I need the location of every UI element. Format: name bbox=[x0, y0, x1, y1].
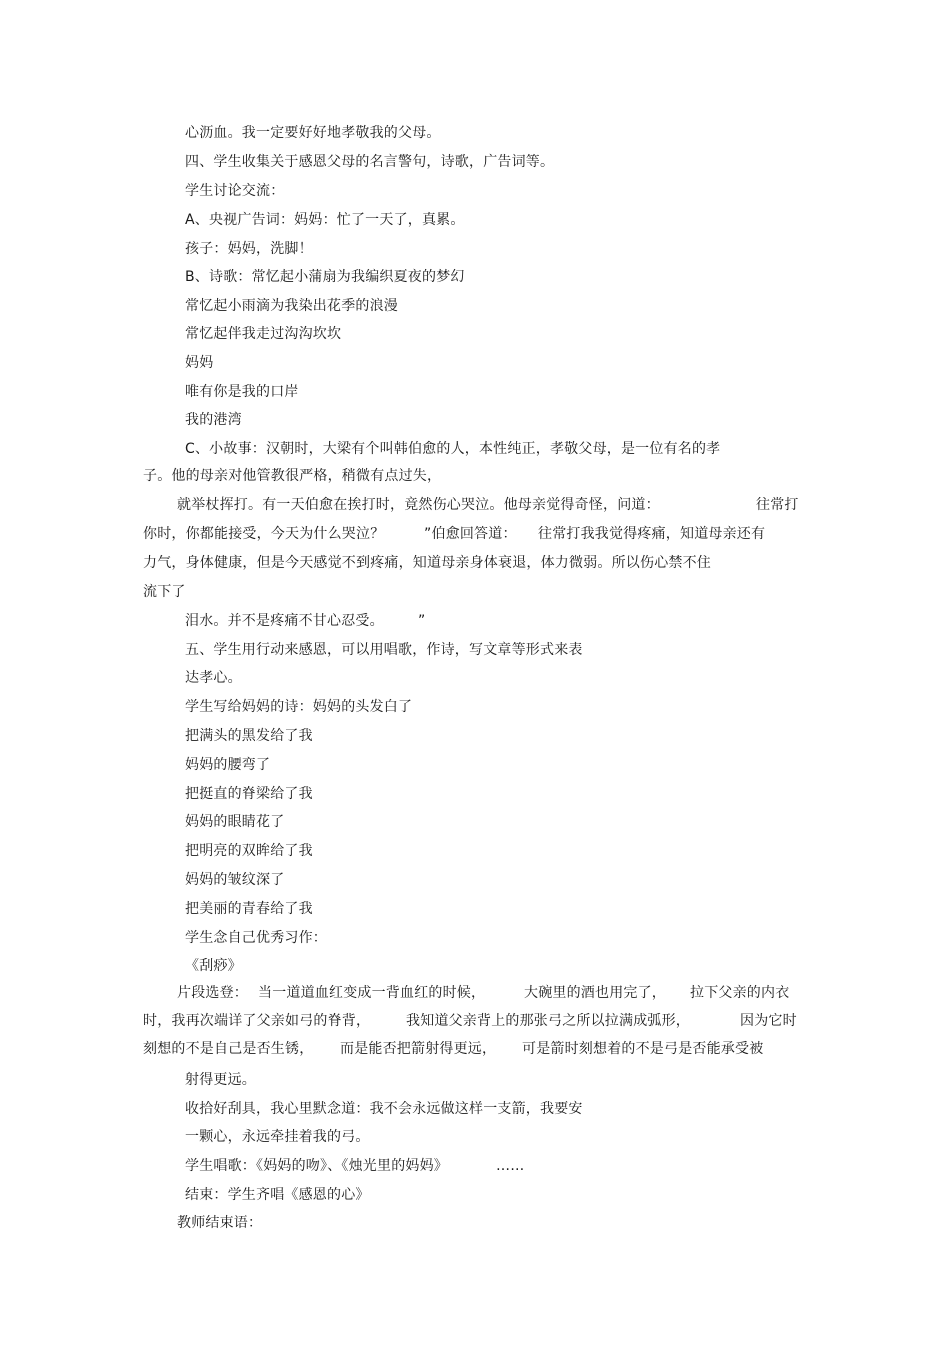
text-line: 泪水。并不是疼痛不甘心忍受。 bbox=[185, 613, 384, 629]
text-line: 片段选登： bbox=[177, 985, 248, 1001]
text-line: 五、学生用行动来感恩，可以用唱歌，作诗，写文章等形式来表 bbox=[185, 642, 583, 658]
text-line: 射得更远。 bbox=[185, 1072, 256, 1088]
text-line: C、小故事：汉朝时，大梁有个叫韩伯愈的人，本性纯正，孝敬父母，是一位有名的孝 bbox=[185, 441, 721, 457]
text-line: 当一道道血红变成一背血红的时候， bbox=[258, 985, 486, 1001]
text-line: 大碗里的酒也用完了， bbox=[524, 985, 666, 1001]
text-line: 教师结束语： bbox=[177, 1215, 263, 1231]
text-line: 心沥血。我一定要好好地孝敬我的父母。 bbox=[185, 125, 441, 141]
text-line: 四、学生收集关于感恩父母的名言警句，诗歌，广告词等。 bbox=[185, 154, 555, 170]
text-line: 学生讨论交流： bbox=[185, 183, 285, 199]
text-line: 就举杖挥打。有一天伯愈在挨打时，竟然伤心哭泣。他母亲觉得奇怪，问道： bbox=[177, 497, 660, 513]
text-line: 把明亮的双眸给了我 bbox=[185, 843, 313, 859]
text-line: 达孝心。 bbox=[185, 670, 242, 686]
text-line: 妈妈 bbox=[185, 355, 214, 371]
text-line: ” bbox=[418, 613, 426, 629]
text-line: 子。他的母亲对他管教很严格，稍微有点过失， bbox=[143, 468, 442, 484]
text-line: 常忆起小雨滴为我染出花季的浪漫 bbox=[185, 298, 398, 314]
text-line: 妈妈的皱纹深了 bbox=[185, 872, 285, 888]
text-line: A、央视广告词：妈妈：忙了一天了，真累。 bbox=[185, 212, 465, 228]
text-line: 而是能否把箭射得更远， bbox=[340, 1041, 497, 1057]
text-line: 把挺直的脊梁给了我 bbox=[185, 786, 313, 802]
text-line: 时，我再次端详了父亲如弓的脊背， bbox=[143, 1013, 371, 1029]
text-line: 因为它时 bbox=[740, 1013, 797, 1029]
text-line: 《刮痧》 bbox=[185, 958, 242, 974]
text-line: 把满头的黑发给了我 bbox=[185, 728, 313, 744]
text-line: 力气，身体健康，但是今天感觉不到疼痛，知道母亲身体衰退，体力微弱。所以伤心禁不住 bbox=[143, 555, 711, 571]
text-line: 可是箭时刻想着的不是弓是否能承受被 bbox=[522, 1041, 764, 1057]
text-line: 学生唱歌：《妈妈的吻》、《烛光里的妈妈》 bbox=[185, 1158, 448, 1174]
text-line: 结束：学生齐唱《感恩的心》 bbox=[185, 1187, 370, 1203]
text-line: 一颗心，永远牵挂着我的弓。 bbox=[185, 1129, 370, 1145]
text-line: 我知道父亲背上的那张弓之所以拉满成弧形， bbox=[406, 1013, 690, 1029]
text-line: 唯有你是我的口岸 bbox=[185, 384, 299, 400]
text-line: ”伯愈回答道： bbox=[424, 526, 517, 542]
text-line: 把美丽的青春给了我 bbox=[185, 901, 313, 917]
text-line: 往常打 bbox=[756, 497, 799, 513]
text-line: 拉下父亲的内衣 bbox=[690, 985, 790, 1001]
text-line: B、诗歌：常忆起小蒲扇为我编织夏夜的梦幻 bbox=[185, 269, 465, 285]
text-line: 刻想的不是自己是否生锈， bbox=[143, 1041, 314, 1057]
text-line: …… bbox=[496, 1158, 525, 1174]
text-line: 常忆起伴我走过沟沟坎坎 bbox=[185, 326, 342, 342]
text-line: 孩子：妈妈，洗脚！ bbox=[185, 241, 313, 257]
text-line: 我的港湾 bbox=[185, 412, 242, 428]
text-line: 学生念自己优秀习作： bbox=[185, 930, 327, 946]
text-line: 往常打我我觉得疼痛，知道母亲还有 bbox=[538, 526, 766, 542]
text-line: 你时，你都能接受，今天为什么哭泣？ bbox=[143, 526, 385, 542]
text-line: 妈妈的眼睛花了 bbox=[185, 814, 285, 830]
text-line: 流下了 bbox=[143, 584, 186, 600]
text-line: 收拾好刮具，我心里默念道：我不会永远做这样一支箭，我要安 bbox=[185, 1101, 583, 1117]
text-line: 妈妈的腰弯了 bbox=[185, 757, 271, 773]
text-line: 学生写给妈妈的诗：妈妈的头发白了 bbox=[185, 699, 413, 715]
